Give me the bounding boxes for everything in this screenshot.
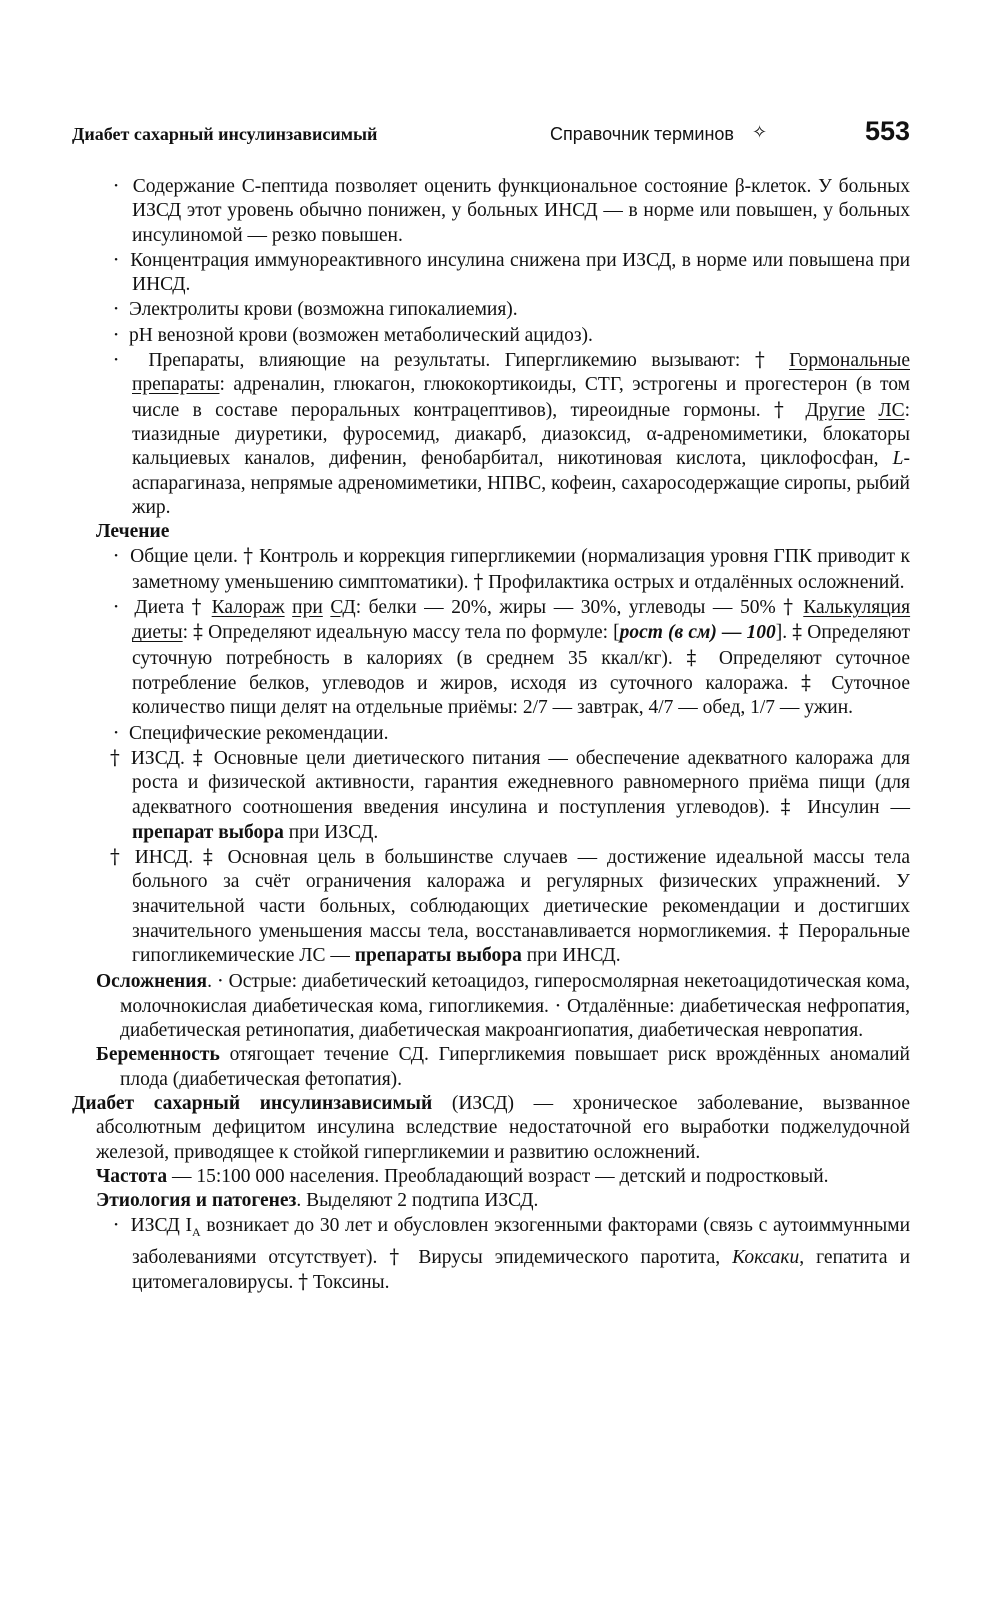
bullet-general-goals: · Общие цели. † Контроль и коррекция гипергликемии (нормализация уровня ГПК приводит к заметному уменьшению симптоматики). † Профилактика острых и отдалённых осложнений. xyxy=(113,544,911,593)
bullet-c-peptide: · Содержание С-пептида позволяет оценить функциональное состояние β-клеток. У больных ИЗСД этот уровень обычно понижен, у больных ИНСД — в норме или повышен, у больных инсулиномой — резко повышен. xyxy=(113,174,911,246)
bullet-ph: · pH венозной крови (возможен метаболический ацидоз). xyxy=(113,322,593,346)
document-page xyxy=(72,112,910,1295)
bullet-izsd-1a: · ИЗСД $I_A$ возникает до 30 лет и обусловлен экзогенными факторами (связь с аутоиммунными заболеваниями отсутствует). † Вирусы эпидемического паротита, Коксаки, гепатита и цитомегаловирусы. † Токсины. xyxy=(113,1213,911,1293)
page-number: 553 xyxy=(864,116,910,146)
article-body xyxy=(72,174,910,1295)
paragraph-pregnancy: Беременность отягощает течение СД. Гипергликемия повышает риск врождённых аномалий плода (диабетическая фетопатия). xyxy=(96,1044,910,1090)
bullet-specific-recommendations: · Специфические рекомендации. xyxy=(113,720,389,744)
header-left-title: Диабет сахарный инсулинзависимый xyxy=(72,124,378,144)
section-heading-treatment: Лечение xyxy=(96,521,170,543)
header-diamond-icon: ✧ xyxy=(752,122,768,143)
bullet-diet: · Диета † Калораж при СД: белки — 20%, жиры — 30%, углеводы — 50% † Калькуляция диеты: ‡ Определяют идеальную массу тела по формуле: [рост (в см) — 100]. ‡ Определяют суточную потребность в калориях (в среднем 35 ккал/кг). ‡ Определяют суточное потребление белков, углеводов и жиров, исходя из суточного калоража. ‡ Суточное количество пищи делят на отдельные приёмы: 2/7 — завтрак, 4/7 — обед, 1/7 — ужин. xyxy=(113,595,911,719)
paragraph-frequency: Частота — 15:100 000 населения. Преобладающий возраст — детский и подростковый. xyxy=(96,1165,829,1187)
running-header xyxy=(72,112,910,152)
bullet-insulin-concentration: · Концентрация иммунореактивного инсулина снижена при ИЗСД, в норме или повышена при ИНСД. xyxy=(113,247,911,296)
entry-diabetes-type1: Диабет сахарный инсулинзависимый (ИЗСД) — хроническое заболевание, вызванное абсолютным дефицитом инсулина вследствие недостаточной его выработки поджелудочной железой, приводящее к стойкой гипергликемии и развитию осложнений. xyxy=(72,1092,910,1163)
bullet-drugs-affecting: · Препараты, влияющие на результаты. Гипергликемию вызывают: † Гормональные препараты: адреналин, глюкагон, глюкокортикоиды, СТГ, эстрогены и прогестерон (в том числе в составе пероральных контрацептивов), тиреоидные гормоны. † Другие ЛС: тиазидные диуретики, фуросемид, диакарб, диазоксид, α-адреномиметики, блокаторы кальциевых каналов, дифенин, фенобарбитал, никотиновая кислота, циклофосфан, L-аспарагиназа, непрямые адреномиметики, НПВС, кофеин, сахаросодержащие сиропы, рыбий жир. xyxy=(113,348,910,518)
paragraph-complications: Осложнения. · Острые: диабетический кетоацидоз, гиперосмолярная некетоацидотическая кома, молочнокислая диабетическая кома, гипогликемия. · Отдалённые: диабетическая нефропатия, диабетическая ретинопатия, диабетическая макроангиопатия, диабетическая невропатия. xyxy=(96,968,911,1042)
dagger-insd: † ИНСД. ‡ Основная цель в большинстве случаев — достижение идеальной массы тела больного за счёт ограничения калоража и регулярных физических упражнений. У значительной части больных, соблюдающих диетические рекомендации и достигших значительного уменьшения массы тела, восстанавливается нормогликемия. ‡ Пероральные гипогликемические ЛС — препараты выбора при ИНСД. xyxy=(110,845,911,967)
header-book-title: Справочник терминов xyxy=(550,124,734,144)
bullet-electrolytes: · Электролиты крови (возможна гипокалиемия). xyxy=(113,297,518,321)
paragraph-etiology: Этиология и патогенез. Выделяют 2 подтипа ИЗСД. xyxy=(96,1190,539,1212)
dagger-izsd: † ИЗСД. ‡ Основные цели диетического питания — обеспечение адекватного калоража для роста и физической активности, гарантия ежедневного равномерного приёма пищи (для адекватного соотношения введения инсулина и поступления углеводов). ‡ Инсулин — препарат выбора при ИЗСД. xyxy=(110,745,911,843)
